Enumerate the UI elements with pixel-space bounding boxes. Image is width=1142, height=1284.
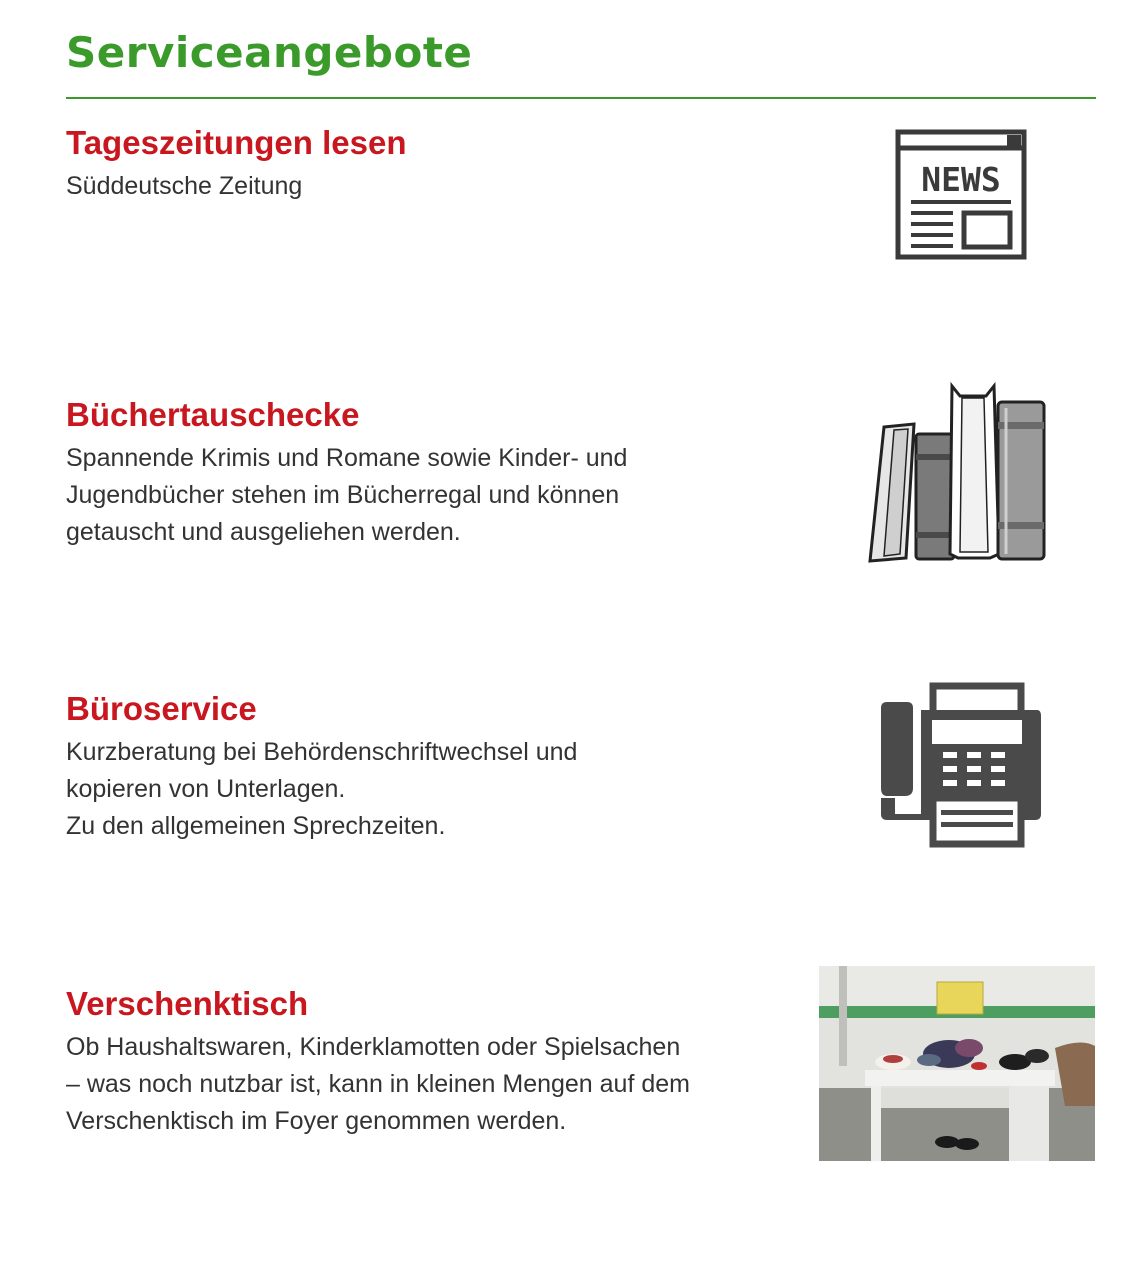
section-text-line: Zu den allgemeinen Sprechzeiten. [66, 812, 446, 840]
section-text-line: Süddeutsche Zeitung [66, 172, 303, 200]
section-text-line: Jugendbücher stehen im Bücherregal und können [66, 481, 620, 509]
page-title: Serviceangebote [66, 28, 473, 77]
section-heading: Verschenktisch [66, 985, 309, 1022]
section-text-line: Spannende Krimis und Romane sowie Kinder- und [66, 444, 628, 472]
section-bueroservice [66, 690, 766, 845]
section-text-line: – was noch nutzbar ist, kann in kleinen Mengen auf dem [66, 1070, 690, 1098]
giveaway-table-photo [819, 966, 1095, 1161]
fax-machine-icon [877, 682, 1043, 848]
section-heading: Büchertauschecke [66, 396, 360, 433]
section-verschenktisch [66, 985, 766, 1140]
section-text-line: getauscht und ausgeliehen werden. [66, 518, 461, 546]
section-text-line: kopieren von Unterlagen. [66, 775, 346, 803]
section-text-line: Ob Haushaltswaren, Kinderklamotten oder Spielsachen [66, 1033, 681, 1061]
section-heading: Büroservice [66, 690, 257, 727]
section-buechertauschecke [66, 396, 766, 551]
section-heading: Tageszeitungen lesen [66, 124, 407, 161]
books-icon [866, 382, 1048, 564]
section-tageszeitungen [66, 124, 766, 205]
newspaper-icon-label: NEWS [921, 160, 1001, 199]
section-text-line: Kurzberatung bei Behördenschriftwechsel und [66, 738, 578, 766]
title-divider [66, 97, 1096, 99]
section-text-line: Verschenktisch im Foyer genommen werden. [66, 1107, 567, 1135]
newspaper-icon [895, 129, 1029, 261]
